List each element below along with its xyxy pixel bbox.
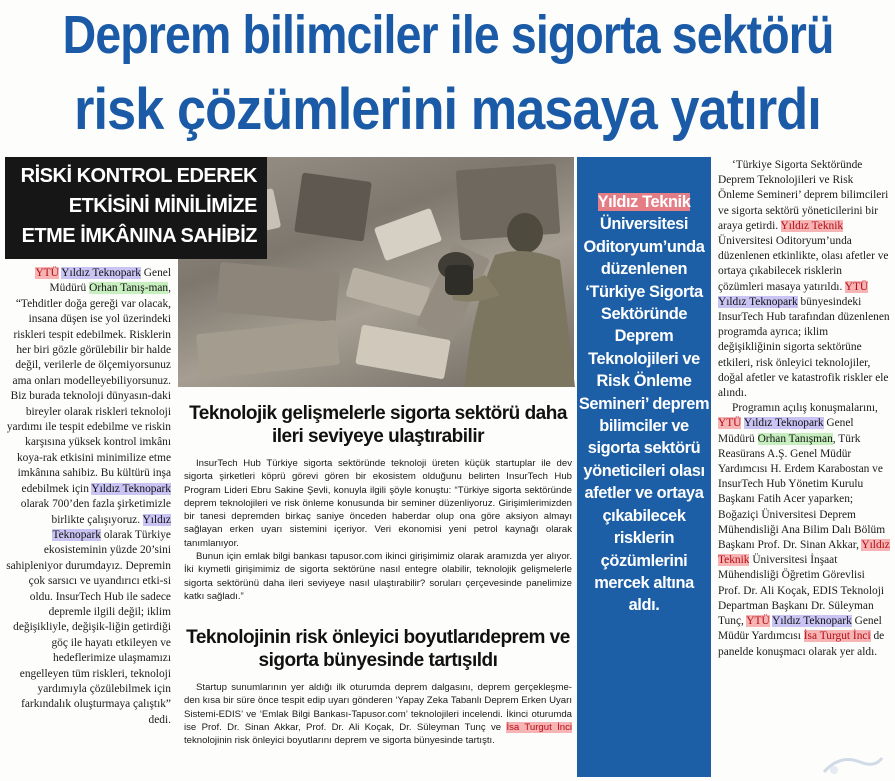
- highlight-yildiz-teknopark: Yıldız Teknopark: [91, 482, 171, 495]
- highlight-ytu: YTÜ: [35, 267, 59, 279]
- highlight-yildiz-teknopark: Yıldız Teknopark: [61, 267, 141, 279]
- kicker-line-1: RİSKİ KONTROL EDEREK: [20, 165, 257, 187]
- text-run: bünyesindeki InsurTech Hub tarafından düzenlenen programda ayrıca; iklim değişikliğinin sigorta sektörüne etkileri, risk önleyici teknolojiler, doğal afetler ve katastrofik riskler ele alındı.: [718, 295, 890, 400]
- middle-body-1: [184, 457, 572, 603]
- highlight-orhan-tanisman: Orhan Tanış-man: [89, 282, 169, 295]
- subheading-1: Teknolojik gelişmelerle sigorta sektörü daha ileri seviyeye ulaştırabilir: [189, 403, 567, 447]
- left-column-text: [5, 266, 171, 728]
- paragraph: [184, 681, 572, 747]
- text-run: Üniversitesi İnşaat Mühendisliği Öğretim Görevlisi Prof. Dr. Ali Koçak, EDIS Teknoloji Departman Başkanı Dr. Süleyman Tunç,: [718, 554, 885, 628]
- text-run: teknolojinin risk önleyici boyutlarını deprem ve sigorta bünyesinde tartıştı.: [184, 735, 495, 747]
- paragraph: [718, 158, 890, 401]
- highlight-yildiz-teknik: Yıldız Teknik: [780, 219, 844, 232]
- highlight-ytu: YTÜ: [844, 280, 869, 293]
- headline-line-2: risk çözümlerini masaya yatırdı: [74, 77, 821, 142]
- highlight-yildiz-teknik: Yıldız Teknik: [597, 193, 691, 211]
- right-column-text: [718, 158, 890, 660]
- pull-quote-box: [577, 157, 711, 777]
- headline-line-1: Deprem bilimciler ile sigorta sektörü: [62, 5, 834, 65]
- kicker-line-2: ETKİSİNİ MİNİLİMİZE: [68, 195, 257, 217]
- highlight-isa-turgut-inci: İsa Turgut İnci: [506, 721, 572, 733]
- kicker-box: [5, 157, 267, 259]
- text-run: ‘Türkiye Sigorta Sektöründe Deprem Teknolojileri ve Risk Önleme Semineri’ deprem bilimcileri ve sigorta sektörü yöneticilerini bir araya getirdi.: [718, 159, 889, 232]
- highlight-ytu: YTÜ: [718, 417, 742, 430]
- highlight-yildiz-teknik: Yıldız Teknik: [718, 539, 890, 567]
- text-run: de panelde konuşmacı olarak yer aldı.: [718, 630, 885, 658]
- kicker-line-3: ETME İMKÂNINA SAHİBİZ: [21, 225, 257, 247]
- highlight-orhan-tanisman: Orhan Tanışman: [757, 432, 833, 445]
- text-run: Üniversitesi Oditoryum’unda düzenlenen etkinlikte, olası afetler ve ortaya çıkabilecek risklerin çözümleri masaya yatırıldı.: [718, 235, 889, 293]
- text-run: olarak Türkiye ekosisteminin yüzde 20’sini sahipleniyor durumdayız. Depremin çok sarsıcı ve uyandırıcı etki-si oldu. InsurTech Hub ile sadece depremle ilgili değil; iklim değişikliyle, değişik-liğin getirdiği göç ile hayatı etkileyen ve hedeflerimize ulaşmamızı engelleyen tüm riskleri, teknoloji yardımıyla çözülebilmek için farkındalık oluşturmaya çalıştık” dedi.: [6, 528, 171, 726]
- text-run: , Türk Reasürans A.Ş. Genel Müdür Yardımcısı H. Erdem Karabostan ve InsurTech Hub Yönetim Kurulu Başkanı Fatih Acer yaparken; Boğaziçi Üniversitesi Deprem Mühendisliği Ana Bilim Dalı Bölüm Başkanı Prof. Dr. Sinan Akkar,: [718, 432, 886, 552]
- left-paragraph: [5, 266, 171, 728]
- paragraph: [718, 401, 890, 659]
- paragraph: Bunun için emlak bilgi bankası tapusor.com ikinci girişimimiz olarak aramızda yer alıyor. İki kıymetli girişimimiz de sigorta sektörüne nasıl entegre olabilir, teknolojik gelişmelerle sigorta sektörünü daha ileri seviyeye nasıl ulaştırabilir? soruları çerçevesinde panelimize katkı sağladı.”: [184, 551, 572, 602]
- highlight-ytu: YTÜ: [746, 615, 770, 628]
- text-run: olarak 700’den fazla şirketimizle birlikte çalışıyoruz.: [20, 498, 171, 526]
- highlight-yildiz-teknopark: Yıldız Teknopark: [52, 513, 171, 541]
- watermark-logo-icon: [820, 752, 886, 778]
- highlight-yildiz-teknopark: Yıldız Teknopark: [718, 295, 798, 308]
- text-run: Genel Müdürü: [718, 417, 854, 445]
- text-run: Genel Müdür Yardımcısı: [718, 615, 882, 643]
- pull-quote-text: Üniversitesi Oditoryum’unda düzenlenen ‘Türkiye Sigorta Sektöründe Deprem Teknolojileri ve Risk Önleme Semineri’ deprem bilimciler ve sigorta sektörü yöneticileri olası afetler ve ortaya çıkabilecek risklerin çözümlerini mercek altına aldı.: [578, 215, 710, 615]
- middle-body-2: [184, 681, 572, 747]
- text-run: , “Tehditler doğa gereği var olacak, insana düşen ise yol üzerindeki riskleri tespit edebilmek. Risklerin her biri gözle görülebilir bir halde değil, verilerle de ölçemiyorsunuz ama onları modelleyebiliyorsunuz. Biz burada teknoloji dünyasın-daki bireyler olarak riskleri teknoloji yardımı ile tespit edebilme ve riskin karşısına yüksek kontrol imkânı koya-rak etkisini minimilize etme imkânına sahibiz. Bu kültürü inşa edebilmek için: [6, 282, 171, 495]
- text-run: Genel Müdürü: [49, 267, 171, 295]
- highlight-isa-turgut-inci: İsa Turgut İnci: [803, 630, 871, 643]
- subheading-2: Teknolojinin risk önleyici boyutlarıdeprem ve sigorta bünyesinde tartışıldı: [186, 627, 570, 671]
- highlight-yildiz-teknopark: Yıldız Teknopark: [772, 615, 852, 628]
- text-run: Startup sunumlarının yer aldığı ilk oturumda deprem dalgasını, deprem gerçekleşme-den kısa bir süre önce tespit edip uyarı gönderen ‘Yapay Zeka Tabanlı Deprem Erken Uyarı Sistemi-EDIS’ ve ‘Emlak Bilgi Bankası-Tapusor.com’ teknolojileri incelendi. İkinci oturumda ise Prof. Dr. Sinan Akkar, Prof. Dr. Ali Koçak, Dr. Süleyman Tunç ve: [184, 682, 572, 733]
- highlight-yildiz-teknopark: Yıldız Teknopark: [743, 417, 824, 430]
- rescue-worker-figure: [445, 205, 575, 387]
- paragraph: InsurTech Hub Türkiye sigorta sektöründe teknoloji üreten küçük startuplar ile dev sigorta şirketleri köprü görevi gören bir ekosistem olduğunu belirten InsurTech Hub Program Lideri Ebru Sakine Şevli, konuyla ilgili şöyle konuştu: “Türkiye sigorta sektöründe deprem teknolojileri ve risk önleme konusunda bir seminer düzenliyoruz. Girişimlerimizden bir tanesi depremden birkaç saniye önceden haberdar olup ona göre aksiyon almayı sağlayan erken uyarı sistemini içeriyor. Veri ekonomisi yeni petrol kaynağı olarak tanımlanıyor.: [184, 458, 572, 549]
- headline: [0, 0, 895, 152]
- text-run: Programın açılış konuşmalarını,: [732, 402, 878, 415]
